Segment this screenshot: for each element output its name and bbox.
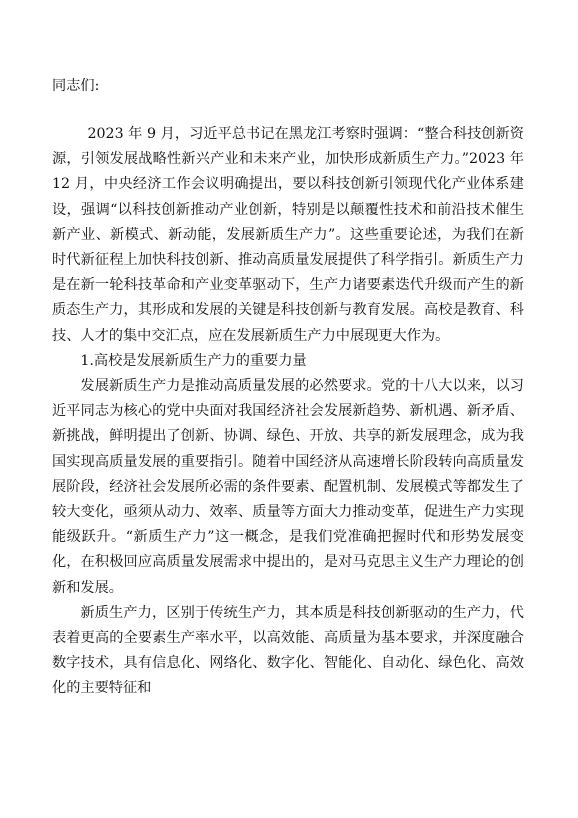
document-page [52,74,524,702]
section-paragraph-1: 发展新质生产力是推动高质量发展的必然要求。党的十八大以来，以习近平同志为核心的党中央面对我国经济社会发展新趋势、新机遇、新矛盾、新挑战，鲜明提出了创新、协调、绿色、开放、共享的新发展理念，成为我国实现高质量发展的重要指引。随着中国经济从高速增长阶段转向高质量发展阶段，经济社会发展所必需的条件要素、配置机制、发展模式等都发生了较大变化，亟须从动力、效率、质量等方面大力推动变革，促进生产力实现能级跃升。“新质生产力”这一概念，是我们党准确把握时代和形势发展变化，在积极回应高质量发展需求中提出的，是对马克思主义生产力理论的创新和发展。 [52,378,524,596]
salutation: 同志们: [52,78,100,94]
intro-paragraph: 2023 年 9 月，习近平总书记在黑龙江考察时强调：“整合科技创新资源，引领发展战略性新兴产业和未来产业，加快形成新质生产力。”2023 年 12 月，中央经济工作会议明确提出，要以科技创新引领现代化产业体系建设，强调“以科技创新推动产业创新，特别是以颠覆性技术和前沿技术催生新产业、新模式、新动能，发展新质生产力”。这些重要论述，为我们在新时代新征程上加快科技创新、推动高质量发展提供了科学指引。新质生产力是在新一轮科技革命和产业变革驱动下，生产力诸要素迭代升级而产生的新质态生产力，其形成和发展的关键是科技创新与教育发展。高校是教育、科技、人才的集中交汇点，应在发展新质生产力中展现更大作为。 [52,126,524,344]
section-heading: 1.高校是发展新质生产力的重要力量 [80,352,307,369]
section-paragraph-2: 新质生产力，区别于传统生产力，其本质是科技创新驱动的生产力，代表着更高的全要素生产率水平，以高效能、高质量为基本要求，并深度融合数字技术，具有信息化、网络化、数字化、智能化、自动化、绿色化、高效化的主要特征和 [52,604,524,697]
